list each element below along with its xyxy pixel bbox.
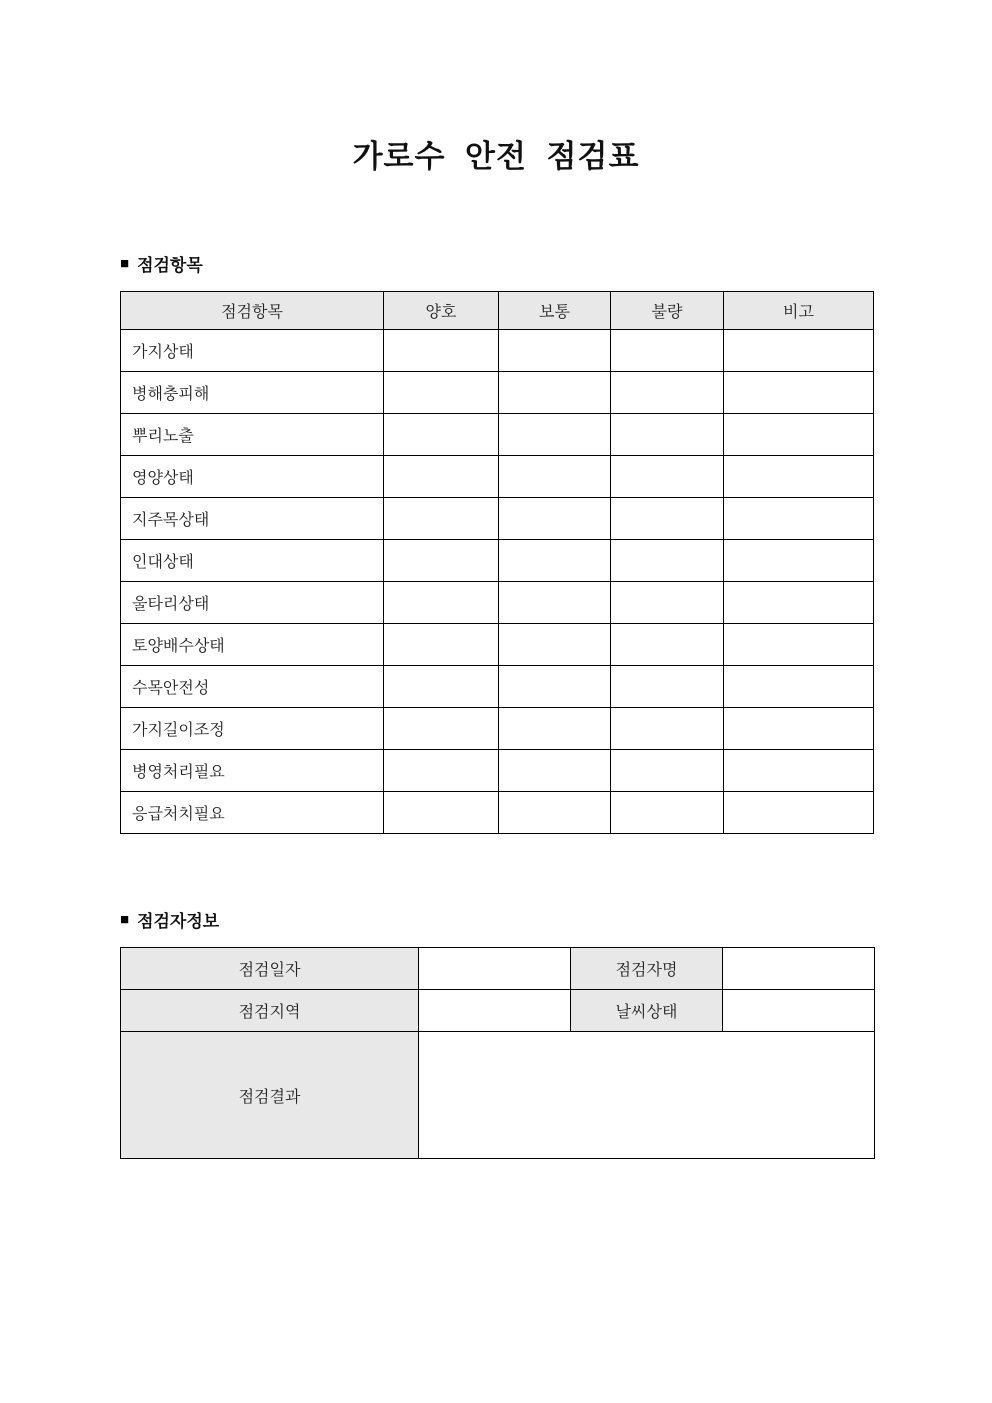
rating-cell-good [384,708,499,750]
rating-cell-good [384,372,499,414]
field-value-weather-condition [723,990,875,1032]
table-row [121,792,874,834]
rating-cell-good [384,498,499,540]
field-label-inspector-name: 점검자명 [571,948,723,990]
rating-cell-normal [499,624,611,666]
field-label-inspection-area: 점검지역 [121,990,419,1032]
info-row [121,1032,875,1159]
item-label: 수목안전성 [121,666,384,708]
rating-cell-normal [499,330,611,372]
section-heading-label: 점검항목 [137,256,203,275]
rating-cell-poor [611,750,724,792]
column-header-poor: 불량 [611,292,724,330]
rating-cell-normal [499,540,611,582]
remarks-cell [724,708,874,750]
item-label: 병해충피해 [121,372,384,414]
table-row [121,750,874,792]
remarks-cell [724,372,874,414]
rating-cell-poor [611,372,724,414]
table-row [121,666,874,708]
rating-cell-poor [611,582,724,624]
rating-cell-good [384,414,499,456]
section-marker-icon: ■ [120,911,130,928]
rating-cell-good [384,624,499,666]
column-header-normal: 보통 [499,292,611,330]
item-label: 영양상태 [121,456,384,498]
remarks-cell [724,750,874,792]
rating-cell-good [384,330,499,372]
rating-cell-poor [611,792,724,834]
item-label: 응급처치필요 [121,792,384,834]
remarks-cell [724,540,874,582]
field-value-inspection-date [419,948,571,990]
field-value-inspection-result [419,1032,875,1159]
rating-cell-good [384,792,499,834]
rating-cell-poor [611,414,724,456]
item-label: 가지길이조정 [121,708,384,750]
rating-cell-poor [611,330,724,372]
remarks-cell [724,792,874,834]
item-label: 인대상태 [121,540,384,582]
item-label: 뿌리노출 [121,414,384,456]
item-label: 지주목상태 [121,498,384,540]
field-label-inspection-result: 점검결과 [121,1032,419,1159]
rating-cell-normal [499,582,611,624]
field-value-inspector-name [723,948,875,990]
table-row [121,582,874,624]
rating-cell-normal [499,792,611,834]
remarks-cell [724,582,874,624]
section-heading-inspection-items [120,251,203,276]
rating-cell-good [384,456,499,498]
rating-cell-normal [499,666,611,708]
item-label: 울타리상태 [121,582,384,624]
rating-cell-poor [611,456,724,498]
rating-cell-normal [499,414,611,456]
rating-cell-poor [611,708,724,750]
rating-cell-normal [499,372,611,414]
rating-cell-good [384,582,499,624]
page-title: 가로수 안전 점검표 [352,139,640,174]
section-heading-label: 점검자정보 [137,912,220,931]
info-row [121,948,875,990]
table-row [121,708,874,750]
rating-cell-good [384,750,499,792]
table-row [121,456,874,498]
field-value-inspection-area [419,990,571,1032]
inspection-items-table [120,291,874,834]
rating-cell-normal [499,708,611,750]
table-row [121,624,874,666]
remarks-cell [724,456,874,498]
remarks-cell [724,666,874,708]
item-label: 가지상태 [121,330,384,372]
section-heading-inspector-info [120,907,219,932]
table-row [121,498,874,540]
info-row [121,990,875,1032]
column-header-good: 양호 [384,292,499,330]
rating-cell-normal [499,498,611,540]
remarks-cell [724,330,874,372]
column-header-item: 점검항목 [121,292,384,330]
remarks-cell [724,624,874,666]
table-row [121,372,874,414]
section-marker-icon: ■ [120,255,130,272]
rating-cell-normal [499,456,611,498]
table-row [121,540,874,582]
column-header-remarks: 비고 [724,292,874,330]
remarks-cell [724,498,874,540]
field-label-inspection-date: 점검일자 [121,948,419,990]
rating-cell-poor [611,624,724,666]
table-row [121,414,874,456]
remarks-cell [724,414,874,456]
rating-cell-normal [499,750,611,792]
rating-cell-poor [611,540,724,582]
table-header-row [121,292,874,330]
rating-cell-good [384,540,499,582]
item-label: 토양배수상태 [121,624,384,666]
rating-cell-poor [611,666,724,708]
table-row [121,330,874,372]
field-label-weather-condition: 날씨상태 [571,990,723,1032]
rating-cell-poor [611,498,724,540]
inspector-info-table [120,947,875,1159]
rating-cell-good [384,666,499,708]
item-label: 병영처리필요 [121,750,384,792]
